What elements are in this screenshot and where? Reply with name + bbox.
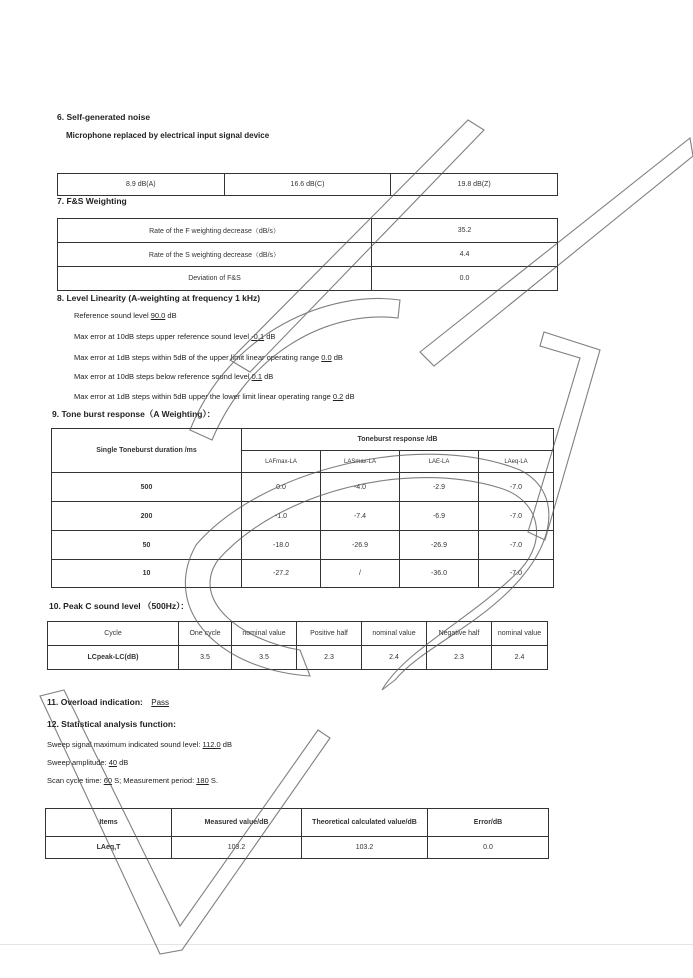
col-header: LAE-LA	[400, 451, 479, 473]
peak-header: Negative half	[427, 622, 492, 646]
section-10-title: 10. Peak C sound level （500Hz）：	[49, 601, 189, 611]
section-6-subtitle: Microphone replaced by electrical input signal device	[66, 131, 270, 140]
value-cell: 0.0	[242, 473, 321, 502]
stat-header: Theoretical calculated value/dB	[302, 809, 428, 837]
stat-value: 103.2	[172, 837, 302, 859]
stat-header: Measured value/dB	[172, 809, 302, 837]
stat-value: 0.0	[428, 837, 549, 859]
fs-label: Rate of the F weighting decrease（dB/s）	[58, 219, 372, 243]
overload-line	[47, 697, 169, 707]
section-12-title: 12. Statistical analysis function:	[47, 719, 176, 729]
value-cell: -7.4	[321, 502, 400, 531]
linearity-line: Max error at 10dB steps below reference sound level 0.1 dB	[74, 372, 274, 381]
linearity-line: Max error at 1dB steps within 5dB of the upper limit linear operating range 0.0 dB	[74, 353, 343, 362]
value-cell: -7.0	[479, 560, 554, 588]
value-cell: -18.0	[242, 531, 321, 560]
value-cell: -2.9	[400, 473, 479, 502]
value-cell: -1.0	[242, 502, 321, 531]
sweep-amplitude-line: Sweep amplitude: 40 dB	[47, 758, 129, 767]
overload-label: 11. Overload indication:	[47, 697, 143, 707]
duration-cell: 50	[52, 531, 242, 560]
fs-weighting-table	[57, 218, 558, 291]
duration-cell: 200	[52, 502, 242, 531]
value-cell: -27.2	[242, 560, 321, 588]
peak-header: One cycle	[179, 622, 232, 646]
statistical-table	[45, 808, 549, 859]
stat-header: Items	[46, 809, 172, 837]
peak-header: Positive half	[297, 622, 362, 646]
overload-value: Pass	[151, 698, 170, 707]
value-cell: -26.9	[400, 531, 479, 560]
value-cell: -26.9	[321, 531, 400, 560]
peak-c-table	[47, 621, 548, 670]
self-noise-table	[57, 173, 558, 196]
peak-header: nominal value	[492, 622, 548, 646]
peak-value: 3.5	[179, 646, 232, 670]
fs-label: Deviation of F&S	[58, 267, 372, 291]
linearity-line: Max error at 1dB steps within 5dB upper the lower limit linear operating range 0.2 dB	[74, 392, 355, 401]
peak-header: nominal value	[232, 622, 297, 646]
duration-cell: 500	[52, 473, 242, 502]
linearity-line: Max error at 10dB steps upper reference sound level -0.1 dB	[74, 332, 276, 341]
section-7-title: 7. F&S Weighting	[57, 196, 127, 206]
noise-a: 8.9 dB(A)	[58, 174, 225, 196]
section-8-title: 8. Level Linearity (A-weighting at frequency 1 kHz)	[57, 293, 261, 303]
noise-z: 19.8 dB(Z)	[391, 174, 558, 196]
sweep-max-line: Sweep signal maximum indicated sound level: 112.0 dB	[47, 740, 232, 749]
toneburst-table	[51, 428, 554, 588]
toneburst-group-header: Toneburst response /dB	[242, 429, 554, 451]
value-cell: -6.9	[400, 502, 479, 531]
duration-cell: 10	[52, 560, 242, 588]
value-cell: -7.0	[479, 473, 554, 502]
value-cell: -4.0	[321, 473, 400, 502]
value-cell: /	[321, 560, 400, 588]
peak-row-label: LCpeak-LC(dB)	[48, 646, 179, 670]
scan-cycle-line: Scan cycle time: 60 S; Measurement period: 180 S.	[47, 776, 218, 785]
value-cell: -7.0	[479, 531, 554, 560]
linearity-line: Reference sound level 90.0 dB	[74, 311, 177, 320]
toneburst-row-header: Single Toneburst duration /ms	[52, 429, 242, 473]
stat-row-label: LAeq,T	[46, 837, 172, 859]
fs-value: 0.0	[372, 267, 558, 291]
stat-value: 103.2	[302, 837, 428, 859]
fs-label: Rate of the S weighting decrease（dB/s）	[58, 243, 372, 267]
noise-c: 16.6 dB(C)	[224, 174, 391, 196]
fs-value: 35.2	[372, 219, 558, 243]
peak-value: 2.4	[362, 646, 427, 670]
peak-value: 2.3	[427, 646, 492, 670]
peak-value: 2.4	[492, 646, 548, 670]
peak-value: 2.3	[297, 646, 362, 670]
peak-header: Cycle	[48, 622, 179, 646]
peak-header: nominal value	[362, 622, 427, 646]
fs-value: 4.4	[372, 243, 558, 267]
value-cell: -7.0	[479, 502, 554, 531]
col-header: LASmax-LA	[321, 451, 400, 473]
section-9-title: 9. Tone burst response（A Weighting）：	[52, 409, 216, 419]
stat-header: Error/dB	[428, 809, 549, 837]
col-header: LAFmax-LA	[242, 451, 321, 473]
value-cell: -36.0	[400, 560, 479, 588]
section-6-title: 6. Self-generated noise	[57, 112, 151, 122]
scan-edge-line	[0, 944, 693, 945]
col-header: LAeq-LA	[479, 451, 554, 473]
peak-value: 3.5	[232, 646, 297, 670]
